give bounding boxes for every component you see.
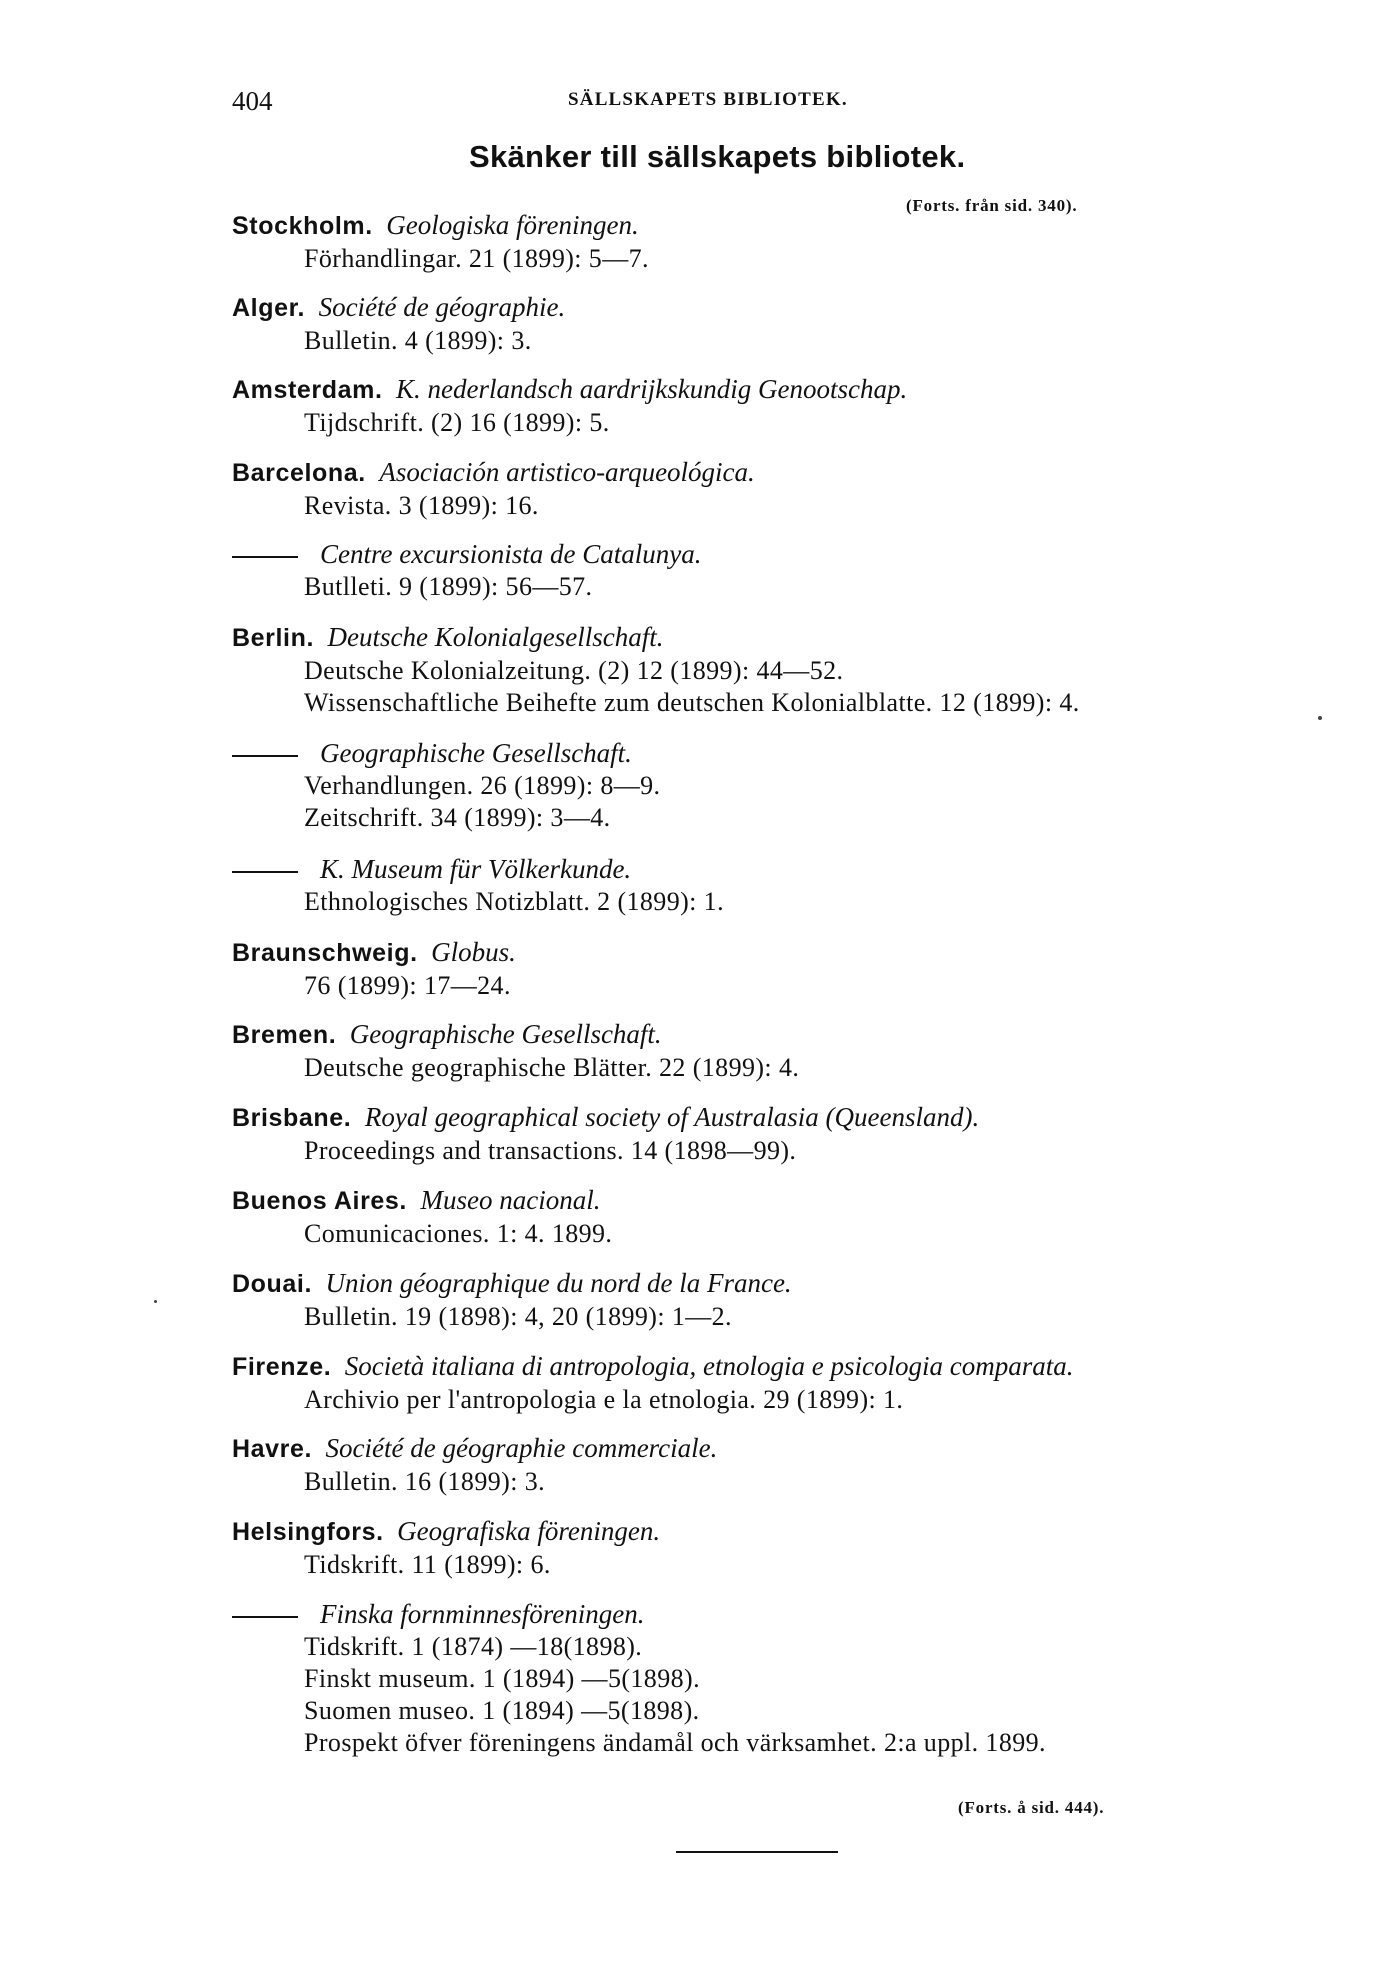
- entry-berlin-museum: [232, 852, 1322, 918]
- entry-organization: Geographische Gesellschaft.: [320, 738, 632, 768]
- entry-publication: Förhandlingar. 21 (1899): 5—7.: [304, 244, 649, 273]
- entry-brisbane: [232, 1100, 1322, 1167]
- print-speck: [154, 1300, 157, 1303]
- entry-publication: Prospekt öfver föreningens ändamål och värksamhet. 2:a uppl. 1899.: [304, 1728, 1046, 1757]
- continued-from-note: (Forts. från sid. 340).: [906, 196, 1078, 215]
- entry-organization: Société de géographie.: [318, 292, 566, 322]
- entry-city: Havre.: [232, 1435, 313, 1463]
- entry-city: Berlin.: [232, 624, 314, 652]
- page-title: Skänker till sällskapets bibliotek.: [469, 139, 966, 174]
- entry-organization: Geografiska föreningen.: [397, 1516, 661, 1546]
- entry-publication: Ethnologisches Notizblatt. 2 (1899): 1.: [304, 887, 724, 916]
- end-rule: [676, 1851, 838, 1853]
- entry-publication: Tijdschrift. (2) 16 (1899): 5.: [304, 408, 610, 437]
- ditto-dash: [232, 871, 298, 873]
- entry-organization: Finska fornminnesföreningen.: [320, 1599, 645, 1629]
- ditto-dash: [232, 755, 298, 757]
- entry-publication: Bulletin. 16 (1899): 3.: [304, 1467, 546, 1496]
- entry-publication: Proceedings and transactions. 14 (1898—99).: [304, 1136, 797, 1165]
- entry-organization: Royal geographical society of Australasia (Queensland).: [364, 1102, 980, 1132]
- entry-city: Douai.: [232, 1270, 312, 1298]
- entry-organization: K. Museum für Völkerkunde.: [320, 854, 632, 884]
- entry-publication: Suomen museo. 1 (1894) —5(1898).: [304, 1696, 700, 1725]
- entry-publication: Bulletin. 19 (1898): 4, 20 (1899): 1—2.: [304, 1302, 732, 1331]
- entry-bremen: [232, 1017, 1322, 1084]
- entry-barcelona-centre: [232, 537, 1322, 603]
- entry-publication: Zeitschrift. 34 (1899): 3—4.: [304, 803, 611, 832]
- ditto-dash: [232, 556, 298, 558]
- entry-publication: Verhandlungen. 26 (1899): 8—9.: [304, 771, 661, 800]
- entry-publication: Tidskrift. 11 (1899): 6.: [304, 1550, 551, 1579]
- entry-city: Brisbane.: [232, 1104, 352, 1132]
- entry-publication: Revista. 3 (1899): 16.: [304, 491, 539, 520]
- entry-organization: Société de géographie commerciale.: [325, 1433, 718, 1463]
- entry-organization: Deutsche Kolonialgesellschaft.: [327, 622, 664, 652]
- entry-barcelona: [232, 455, 1322, 522]
- entry-buenos-aires: [232, 1183, 1322, 1250]
- entry-organization: Museo nacional.: [420, 1185, 601, 1215]
- entry-havre: [232, 1431, 1322, 1498]
- entry-publication: Deutsche Kolonialzeitung. (2) 12 (1899): 44—52.: [304, 656, 844, 685]
- entry-city: Stockholm.: [232, 212, 373, 240]
- entry-organization: Globus.: [431, 937, 516, 967]
- entry-city: Bremen.: [232, 1021, 337, 1049]
- ditto-dash: [232, 1616, 298, 1618]
- entry-publication: Tidskrift. 1 (1874) —18(1898).: [304, 1632, 643, 1661]
- entry-publication: Finskt museum. 1 (1894) —5(1898).: [304, 1664, 700, 1693]
- entry-alger: [232, 290, 1322, 357]
- print-speck: [1318, 716, 1322, 720]
- entry-city: Amsterdam.: [232, 376, 383, 404]
- entry-city: Helsingfors.: [232, 1518, 384, 1546]
- entry-stockholm: [232, 208, 1322, 275]
- entry-firenze: [232, 1349, 1322, 1416]
- entry-publication: Deutsche geographische Blätter. 22 (1899): 4.: [304, 1053, 800, 1082]
- entry-city: Barcelona.: [232, 459, 366, 487]
- entry-publication: Wissenschaftliche Beihefte zum deutschen Kolonialblatte. 12 (1899): 4.: [304, 688, 1080, 717]
- running-title: SÄLLSKAPETS BIBLIOTEK.: [568, 89, 848, 110]
- page-number: 404: [232, 86, 273, 116]
- entry-organization: Geologiska föreningen.: [386, 210, 639, 240]
- entry-publication: Comunicaciones. 1: 4. 1899.: [304, 1219, 613, 1248]
- continued-to-note: (Forts. å sid. 444).: [958, 1798, 1105, 1817]
- entry-publication: Bulletin. 4 (1899): 3.: [304, 326, 532, 355]
- entry-city: Alger.: [232, 294, 306, 322]
- entry-city: Firenze.: [232, 1353, 332, 1381]
- entry-organization: Geographische Gesellschaft.: [349, 1019, 662, 1049]
- entry-publication: 76 (1899): 17—24.: [304, 971, 511, 1000]
- entry-douai: [232, 1266, 1322, 1333]
- entry-city: Buenos Aires.: [232, 1187, 407, 1215]
- entry-organization: Asociación artistico-arqueológica.: [379, 457, 755, 487]
- entry-publication: Archivio per l'antropologia e la etnologia. 29 (1899): 1.: [304, 1385, 904, 1414]
- entry-helsingfors-fornminnes: [232, 1597, 1322, 1759]
- entry-city: Braunschweig.: [232, 939, 418, 967]
- entry-berlin-geographische: [232, 736, 1322, 834]
- entry-publication: Butlleti. 9 (1899): 56—57.: [304, 572, 593, 601]
- entry-organization: Union géographique du nord de la France.: [325, 1268, 792, 1298]
- entry-berlin: [232, 620, 1322, 719]
- entry-helsingfors: [232, 1514, 1322, 1581]
- entry-organization: Società italiana di antropologia, etnologia e psicologia comparata.: [344, 1351, 1074, 1381]
- entry-braunschweig: [232, 935, 1322, 1002]
- entry-amsterdam: [232, 372, 1322, 439]
- entry-organization: K. nederlandsch aardrijkskundig Genootschap.: [396, 374, 908, 404]
- entry-organization: Centre excursionista de Catalunya.: [320, 539, 702, 569]
